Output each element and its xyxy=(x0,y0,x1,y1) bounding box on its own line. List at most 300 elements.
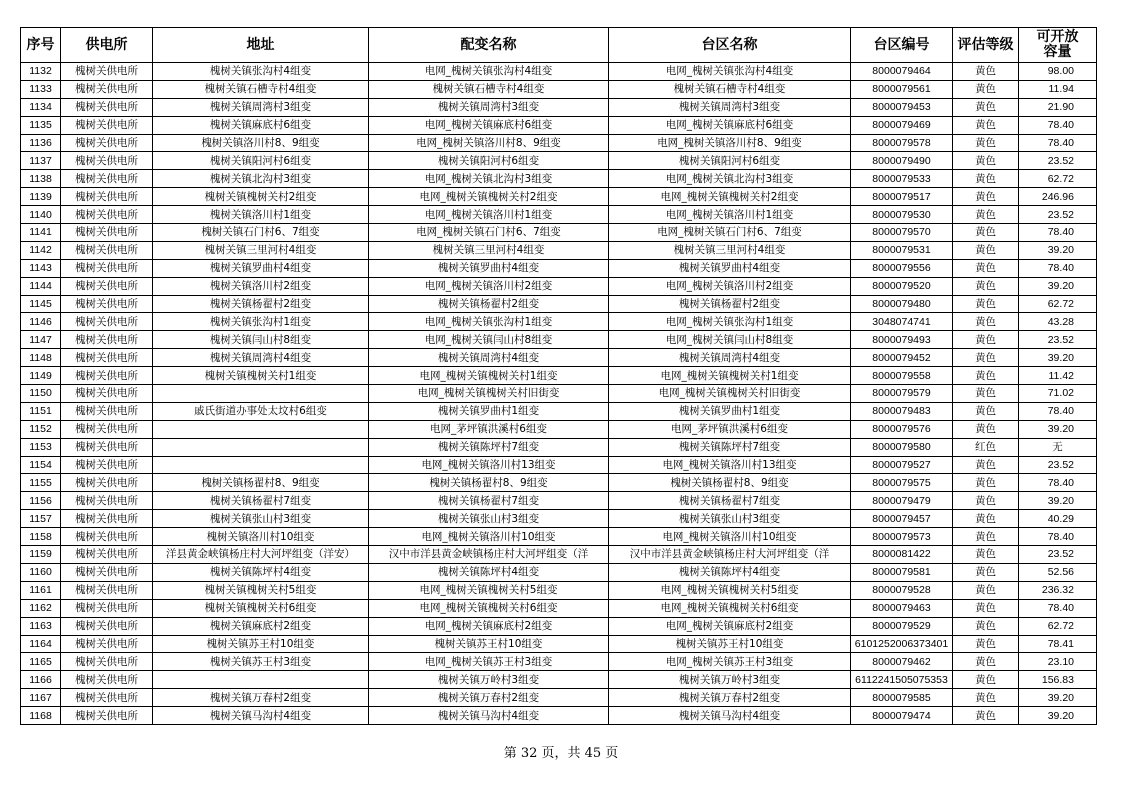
cell-area-code: 8000079533 xyxy=(851,170,953,188)
cell-capacity: 11.94 xyxy=(1019,80,1097,98)
cell-grade: 黄色 xyxy=(953,80,1019,98)
header-cell-transformer: 配变名称 xyxy=(369,28,609,63)
cell-index: 1162 xyxy=(21,599,61,617)
cell-capacity: 78.40 xyxy=(1019,474,1097,492)
cell-capacity: 98.00 xyxy=(1019,63,1097,81)
cell-transformer: 槐树关镇杨翟村8、9组变 xyxy=(369,474,609,492)
table-row xyxy=(21,438,1097,456)
cell-grade: 黄色 xyxy=(953,367,1019,385)
table-row xyxy=(21,367,1097,385)
cell-address: 槐树关镇闫山村8组变 xyxy=(153,331,369,349)
cell-transformer: 汉中市洋县黄金峡镇杨庄村大河坪组变（洋 xyxy=(369,546,609,564)
cell-area-name: 槐树关镇三里河村4组变 xyxy=(609,241,851,259)
cell-area-code: 8000079529 xyxy=(851,617,953,635)
cell-area-name: 槐树关镇罗曲村1组变 xyxy=(609,402,851,420)
cell-grade: 黄色 xyxy=(953,385,1019,403)
cell-capacity: 39.20 xyxy=(1019,689,1097,707)
cell-area-name: 槐树关镇周湾村4组变 xyxy=(609,349,851,367)
cell-grade: 黄色 xyxy=(953,224,1019,242)
cell-area-name: 电网_槐树关镇洛川村8、9组变 xyxy=(609,134,851,152)
cell-address: 槐树关镇罗曲村4组变 xyxy=(153,259,369,277)
cell-address: 槐树关镇石门村6、7组变 xyxy=(153,224,369,242)
cell-index: 1143 xyxy=(21,259,61,277)
cell-area-name: 电网_槐树关镇槐树关村1组变 xyxy=(609,367,851,385)
cell-area-name: 槐树关镇马沟村4组变 xyxy=(609,707,851,725)
table-row xyxy=(21,546,1097,564)
cell-station: 槐树关供电所 xyxy=(61,707,153,725)
table-row xyxy=(21,617,1097,635)
cell-station: 槐树关供电所 xyxy=(61,438,153,456)
cell-area-name: 槐树关镇万春村2组变 xyxy=(609,689,851,707)
cell-capacity: 62.72 xyxy=(1019,170,1097,188)
cell-capacity: 39.20 xyxy=(1019,241,1097,259)
cell-index: 1153 xyxy=(21,438,61,456)
cell-index: 1141 xyxy=(21,224,61,242)
cell-area-code: 8000079581 xyxy=(851,563,953,581)
cell-area-name: 电网_槐树关镇北沟村3组变 xyxy=(609,170,851,188)
cell-address: 槐树关镇苏王村10组变 xyxy=(153,635,369,653)
cell-address xyxy=(153,420,369,438)
cell-address: 槐树关镇槐树关村2组变 xyxy=(153,188,369,206)
cell-area-name: 电网_槐树关镇洛川村10组变 xyxy=(609,528,851,546)
cell-station: 槐树关供电所 xyxy=(61,456,153,474)
cell-address: 槐树关镇张山村3组变 xyxy=(153,510,369,528)
cell-station: 槐树关供电所 xyxy=(61,259,153,277)
cell-area-name: 汉中市洋县黄金峡镇杨庄村大河坪组变（洋 xyxy=(609,546,851,564)
cell-address: 槐树关镇洛川村2组变 xyxy=(153,277,369,295)
cell-index: 1145 xyxy=(21,295,61,313)
cell-station: 槐树关供电所 xyxy=(61,617,153,635)
cell-address: 槐树关镇杨翟村8、9组变 xyxy=(153,474,369,492)
cell-grade: 黄色 xyxy=(953,599,1019,617)
cell-area-code: 8000079464 xyxy=(851,63,953,81)
cell-address: 槐树关镇麻底村6组变 xyxy=(153,116,369,134)
table-row xyxy=(21,581,1097,599)
cell-address: 槐树关镇苏王村3组变 xyxy=(153,653,369,671)
cell-address: 槐树关镇石槽寺村4组变 xyxy=(153,80,369,98)
cell-transformer: 电网_槐树关镇洛川村2组变 xyxy=(369,277,609,295)
cell-grade: 黄色 xyxy=(953,707,1019,725)
cell-transformer: 电网_槐树关镇槐树关村1组变 xyxy=(369,367,609,385)
cell-index: 1151 xyxy=(21,402,61,420)
cell-capacity: 23.52 xyxy=(1019,546,1097,564)
cell-capacity: 236.32 xyxy=(1019,581,1097,599)
cell-station: 槐树关供电所 xyxy=(61,188,153,206)
cell-index: 1133 xyxy=(21,80,61,98)
table-row xyxy=(21,707,1097,725)
table-row xyxy=(21,152,1097,170)
table-row xyxy=(21,295,1097,313)
cell-capacity: 78.40 xyxy=(1019,259,1097,277)
table-row xyxy=(21,206,1097,224)
table-row xyxy=(21,492,1097,510)
cell-index: 1159 xyxy=(21,546,61,564)
cell-index: 1135 xyxy=(21,116,61,134)
cell-transformer: 槐树关镇苏王村10组变 xyxy=(369,635,609,653)
cell-index: 1164 xyxy=(21,635,61,653)
cell-station: 槐树关供电所 xyxy=(61,528,153,546)
cell-area-code: 8000079453 xyxy=(851,98,953,116)
cell-transformer: 槐树关镇陈坪村4组变 xyxy=(369,563,609,581)
cell-station: 槐树关供电所 xyxy=(61,563,153,581)
cell-area-code: 8000079483 xyxy=(851,402,953,420)
cell-grade: 黄色 xyxy=(953,152,1019,170)
cell-area-code: 8000079520 xyxy=(851,277,953,295)
cell-area-code: 8000079527 xyxy=(851,456,953,474)
cell-index: 1142 xyxy=(21,241,61,259)
cell-index: 1166 xyxy=(21,671,61,689)
cell-transformer: 电网_槐树关镇苏王村3组变 xyxy=(369,653,609,671)
cell-area-code: 8000079530 xyxy=(851,206,953,224)
cell-capacity: 23.52 xyxy=(1019,152,1097,170)
cell-address: 洋县黄金峡镇杨庄村大河坪组变（洋安） xyxy=(153,546,369,564)
cell-address: 槐树关镇槐树关村5组变 xyxy=(153,581,369,599)
cell-transformer: 电网_槐树关镇北沟村3组变 xyxy=(369,170,609,188)
cell-transformer: 槐树关镇周湾村4组变 xyxy=(369,349,609,367)
cell-area-code: 8000079457 xyxy=(851,510,953,528)
cell-transformer: 槐树关镇罗曲村4组变 xyxy=(369,259,609,277)
cell-transformer: 电网_槐树关镇槐树关村2组变 xyxy=(369,188,609,206)
cell-station: 槐树关供电所 xyxy=(61,546,153,564)
cell-area-name: 槐树关镇周湾村3组变 xyxy=(609,98,851,116)
cell-area-name: 电网_槐树关镇洛川村1组变 xyxy=(609,206,851,224)
cell-grade: 黄色 xyxy=(953,331,1019,349)
cell-area-name: 电网_槐树关镇闫山村8组变 xyxy=(609,331,851,349)
cell-transformer: 电网_槐树关镇槐树关村6组变 xyxy=(369,599,609,617)
cell-grade: 红色 xyxy=(953,438,1019,456)
cell-index: 1146 xyxy=(21,313,61,331)
cell-transformer: 槐树关镇万春村2组变 xyxy=(369,689,609,707)
cell-address: 槐树关镇麻底村2组变 xyxy=(153,617,369,635)
cell-grade: 黄色 xyxy=(953,98,1019,116)
header-cell-area-code: 台区编号 xyxy=(851,28,953,63)
table-row xyxy=(21,385,1097,403)
cell-area-name: 电网_槐树关镇麻底村6组变 xyxy=(609,116,851,134)
cell-transformer: 槐树关镇杨翟村7组变 xyxy=(369,492,609,510)
cell-transformer: 槐树关镇万岭村3组变 xyxy=(369,671,609,689)
cell-area-name: 电网_槐树关镇苏王村3组变 xyxy=(609,653,851,671)
table-row xyxy=(21,689,1097,707)
cell-capacity: 39.20 xyxy=(1019,492,1097,510)
table-row xyxy=(21,134,1097,152)
cell-grade: 黄色 xyxy=(953,402,1019,420)
cell-address: 槐树关镇洛川村1组变 xyxy=(153,206,369,224)
cell-capacity: 71.02 xyxy=(1019,385,1097,403)
cell-transformer: 槐树关镇马沟村4组变 xyxy=(369,707,609,725)
table-row xyxy=(21,63,1097,81)
cell-capacity: 78.40 xyxy=(1019,116,1097,134)
cell-transformer: 电网_槐树关镇槐树关村旧街变 xyxy=(369,385,609,403)
cell-station: 槐树关供电所 xyxy=(61,420,153,438)
cell-area-name: 电网_槐树关镇张沟村1组变 xyxy=(609,313,851,331)
cell-area-name: 电网_槐树关镇洛川村2组变 xyxy=(609,277,851,295)
header-cell-area-name: 台区名称 xyxy=(609,28,851,63)
cell-grade: 黄色 xyxy=(953,617,1019,635)
cell-area-code: 8000079570 xyxy=(851,224,953,242)
cell-area-name: 槐树关镇杨翟村2组变 xyxy=(609,295,851,313)
cell-capacity: 23.52 xyxy=(1019,331,1097,349)
header-row xyxy=(21,28,1097,63)
cell-grade: 黄色 xyxy=(953,277,1019,295)
cell-capacity: 39.20 xyxy=(1019,420,1097,438)
cell-area-name: 电网_槐树关镇槐树关村6组变 xyxy=(609,599,851,617)
cell-area-code: 8000079479 xyxy=(851,492,953,510)
cell-address: 槐树关镇北沟村3组变 xyxy=(153,170,369,188)
cell-area-code: 8000079490 xyxy=(851,152,953,170)
cell-address: 槐树关镇张沟村4组变 xyxy=(153,63,369,81)
cell-index: 1134 xyxy=(21,98,61,116)
cell-station: 槐树关供电所 xyxy=(61,206,153,224)
cell-area-code: 8000081422 xyxy=(851,546,953,564)
cell-capacity: 40.29 xyxy=(1019,510,1097,528)
cell-index: 1167 xyxy=(21,689,61,707)
cell-area-name: 电网_茅坪镇洪溪村6组变 xyxy=(609,420,851,438)
cell-grade: 黄色 xyxy=(953,581,1019,599)
cell-address: 戚氏街道办事处太坟村6组变 xyxy=(153,402,369,420)
table-row xyxy=(21,402,1097,420)
cell-transformer: 电网_槐树关镇洛川村13组变 xyxy=(369,456,609,474)
cell-capacity: 23.10 xyxy=(1019,653,1097,671)
cell-station: 槐树关供电所 xyxy=(61,116,153,134)
cell-grade: 黄色 xyxy=(953,510,1019,528)
cell-station: 槐树关供电所 xyxy=(61,653,153,671)
cell-area-code: 8000079561 xyxy=(851,80,953,98)
table-header xyxy=(21,28,1097,63)
cell-area-name: 槐树关镇杨翟村7组变 xyxy=(609,492,851,510)
cell-station: 槐树关供电所 xyxy=(61,492,153,510)
cell-area-name: 电网_槐树关镇麻底村2组变 xyxy=(609,617,851,635)
cell-station: 槐树关供电所 xyxy=(61,277,153,295)
cell-capacity: 78.40 xyxy=(1019,528,1097,546)
cell-transformer: 槐树关镇杨翟村2组变 xyxy=(369,295,609,313)
data-table xyxy=(20,27,1097,725)
cell-index: 1158 xyxy=(21,528,61,546)
cell-station: 槐树关供电所 xyxy=(61,134,153,152)
table-row xyxy=(21,653,1097,671)
cell-area-code: 8000079580 xyxy=(851,438,953,456)
cell-capacity: 无 xyxy=(1019,438,1097,456)
table-row xyxy=(21,241,1097,259)
table-row xyxy=(21,635,1097,653)
cell-grade: 黄色 xyxy=(953,635,1019,653)
cell-area-name: 槐树关镇石槽寺村4组变 xyxy=(609,80,851,98)
cell-address xyxy=(153,456,369,474)
cell-area-name: 槐树关镇万岭村3组变 xyxy=(609,671,851,689)
table-row xyxy=(21,188,1097,206)
cell-grade: 黄色 xyxy=(953,456,1019,474)
header-cell-capacity: 可开放 容量 xyxy=(1019,28,1097,63)
cell-station: 槐树关供电所 xyxy=(61,689,153,707)
cell-capacity: 23.52 xyxy=(1019,206,1097,224)
table-row xyxy=(21,456,1097,474)
cell-area-code: 3048074741 xyxy=(851,313,953,331)
cell-address: 槐树关镇洛川村8、9组变 xyxy=(153,134,369,152)
cell-area-code: 8000079579 xyxy=(851,385,953,403)
cell-station: 槐树关供电所 xyxy=(61,385,153,403)
cell-area-code: 8000079469 xyxy=(851,116,953,134)
cell-address xyxy=(153,671,369,689)
cell-index: 1154 xyxy=(21,456,61,474)
cell-index: 1165 xyxy=(21,653,61,671)
cell-grade: 黄色 xyxy=(953,259,1019,277)
cell-station: 槐树关供电所 xyxy=(61,635,153,653)
cell-transformer: 电网_槐树关镇石门村6、7组变 xyxy=(369,224,609,242)
cell-area-code: 8000079462 xyxy=(851,653,953,671)
table-row xyxy=(21,331,1097,349)
cell-grade: 黄色 xyxy=(953,546,1019,564)
cell-address: 槐树关镇万春村2组变 xyxy=(153,689,369,707)
cell-capacity: 23.52 xyxy=(1019,456,1097,474)
cell-grade: 黄色 xyxy=(953,134,1019,152)
cell-grade: 黄色 xyxy=(953,295,1019,313)
cell-grade: 黄色 xyxy=(953,188,1019,206)
table-row xyxy=(21,563,1097,581)
cell-index: 1157 xyxy=(21,510,61,528)
cell-area-code: 8000079493 xyxy=(851,331,953,349)
cell-area-name: 槐树关镇阳河村6组变 xyxy=(609,152,851,170)
cell-station: 槐树关供电所 xyxy=(61,170,153,188)
cell-index: 1147 xyxy=(21,331,61,349)
cell-capacity: 39.20 xyxy=(1019,277,1097,295)
cell-station: 槐树关供电所 xyxy=(61,152,153,170)
cell-transformer: 槐树关镇石槽寺村4组变 xyxy=(369,80,609,98)
cell-area-code: 8000079578 xyxy=(851,134,953,152)
cell-index: 1156 xyxy=(21,492,61,510)
cell-transformer: 槐树关镇周湾村3组变 xyxy=(369,98,609,116)
cell-area-code: 8000079452 xyxy=(851,349,953,367)
cell-transformer: 槐树关镇陈坪村7组变 xyxy=(369,438,609,456)
cell-area-name: 电网_槐树关镇洛川村13组变 xyxy=(609,456,851,474)
cell-grade: 黄色 xyxy=(953,563,1019,581)
cell-grade: 黄色 xyxy=(953,206,1019,224)
cell-index: 1136 xyxy=(21,134,61,152)
cell-transformer: 电网_茅坪镇洪溪村6组变 xyxy=(369,420,609,438)
cell-transformer: 槐树关镇三里河村4组变 xyxy=(369,241,609,259)
cell-address: 槐树关镇槐树关村6组变 xyxy=(153,599,369,617)
cell-area-code: 8000079585 xyxy=(851,689,953,707)
cell-transformer: 电网_槐树关镇洛川村8、9组变 xyxy=(369,134,609,152)
cell-address: 槐树关镇三里河村4组变 xyxy=(153,241,369,259)
cell-transformer: 电网_槐树关镇洛川村10组变 xyxy=(369,528,609,546)
cell-capacity: 52.56 xyxy=(1019,563,1097,581)
cell-address: 槐树关镇张沟村1组变 xyxy=(153,313,369,331)
table-row xyxy=(21,671,1097,689)
cell-capacity: 156.83 xyxy=(1019,671,1097,689)
table-row xyxy=(21,259,1097,277)
cell-station: 槐树关供电所 xyxy=(61,295,153,313)
cell-grade: 黄色 xyxy=(953,474,1019,492)
cell-index: 1150 xyxy=(21,385,61,403)
cell-capacity: 43.28 xyxy=(1019,313,1097,331)
cell-area-code: 8000079556 xyxy=(851,259,953,277)
cell-transformer: 电网_槐树关镇洛川村1组变 xyxy=(369,206,609,224)
cell-index: 1155 xyxy=(21,474,61,492)
cell-area-name: 槐树关镇陈坪村7组变 xyxy=(609,438,851,456)
table-row xyxy=(21,170,1097,188)
cell-grade: 黄色 xyxy=(953,63,1019,81)
cell-area-code: 8000079573 xyxy=(851,528,953,546)
cell-index: 1161 xyxy=(21,581,61,599)
cell-index: 1168 xyxy=(21,707,61,725)
cell-address: 槐树关镇陈坪村4组变 xyxy=(153,563,369,581)
cell-index: 1152 xyxy=(21,420,61,438)
cell-area-code: 8000079558 xyxy=(851,367,953,385)
cell-capacity: 11.42 xyxy=(1019,367,1097,385)
cell-capacity: 21.90 xyxy=(1019,98,1097,116)
cell-address: 槐树关镇杨翟村2组变 xyxy=(153,295,369,313)
cell-grade: 黄色 xyxy=(953,528,1019,546)
cell-area-code: 8000079480 xyxy=(851,295,953,313)
cell-station: 槐树关供电所 xyxy=(61,80,153,98)
cell-grade: 黄色 xyxy=(953,241,1019,259)
cell-transformer: 槐树关镇阳河村6组变 xyxy=(369,152,609,170)
cell-transformer: 电网_槐树关镇张沟村4组变 xyxy=(369,63,609,81)
cell-area-name: 槐树关镇杨翟村8、9组变 xyxy=(609,474,851,492)
cell-grade: 黄色 xyxy=(953,313,1019,331)
table-row xyxy=(21,116,1097,134)
cell-index: 1160 xyxy=(21,563,61,581)
cell-capacity: 78.41 xyxy=(1019,635,1097,653)
table-row xyxy=(21,420,1097,438)
cell-area-name: 电网_槐树关镇张沟村4组变 xyxy=(609,63,851,81)
table-body xyxy=(21,63,1097,725)
cell-capacity: 62.72 xyxy=(1019,295,1097,313)
cell-area-code: 8000079576 xyxy=(851,420,953,438)
cell-grade: 黄色 xyxy=(953,671,1019,689)
cell-area-name: 槐树关镇陈坪村4组变 xyxy=(609,563,851,581)
cell-station: 槐树关供电所 xyxy=(61,224,153,242)
cell-index: 1163 xyxy=(21,617,61,635)
cell-grade: 黄色 xyxy=(953,420,1019,438)
table-row xyxy=(21,224,1097,242)
cell-grade: 黄色 xyxy=(953,689,1019,707)
page-footer: 第 32 页，共 45 页 xyxy=(503,746,619,761)
cell-station: 槐树关供电所 xyxy=(61,98,153,116)
cell-capacity: 78.40 xyxy=(1019,402,1097,420)
table-row xyxy=(21,599,1097,617)
cell-grade: 黄色 xyxy=(953,653,1019,671)
cell-address: 槐树关镇槐树关村1组变 xyxy=(153,367,369,385)
cell-area-name: 槐树关镇张山村3组变 xyxy=(609,510,851,528)
cell-address xyxy=(153,438,369,456)
cell-area-code: 6112241505075353 xyxy=(851,671,953,689)
cell-station: 槐树关供电所 xyxy=(61,510,153,528)
cell-index: 1148 xyxy=(21,349,61,367)
table-row xyxy=(21,313,1097,331)
cell-address: 槐树关镇马沟村4组变 xyxy=(153,707,369,725)
header-cell-address: 地址 xyxy=(153,28,369,63)
cell-index: 1140 xyxy=(21,206,61,224)
cell-area-code: 8000079528 xyxy=(851,581,953,599)
cell-address: 槐树关镇阳河村6组变 xyxy=(153,152,369,170)
table-row xyxy=(21,80,1097,98)
cell-area-code: 8000079463 xyxy=(851,599,953,617)
cell-area-name: 电网_槐树关镇石门村6、7组变 xyxy=(609,224,851,242)
cell-station: 槐树关供电所 xyxy=(61,474,153,492)
cell-capacity: 78.40 xyxy=(1019,134,1097,152)
cell-capacity: 246.96 xyxy=(1019,188,1097,206)
cell-area-name: 电网_槐树关镇槐树关村2组变 xyxy=(609,188,851,206)
cell-transformer: 电网_槐树关镇张沟村1组变 xyxy=(369,313,609,331)
cell-transformer: 电网_槐树关镇槐树关村5组变 xyxy=(369,581,609,599)
cell-station: 槐树关供电所 xyxy=(61,671,153,689)
cell-index: 1144 xyxy=(21,277,61,295)
cell-area-code: 8000079531 xyxy=(851,241,953,259)
cell-index: 1137 xyxy=(21,152,61,170)
cell-station: 槐树关供电所 xyxy=(61,367,153,385)
table-row xyxy=(21,528,1097,546)
cell-grade: 黄色 xyxy=(953,170,1019,188)
